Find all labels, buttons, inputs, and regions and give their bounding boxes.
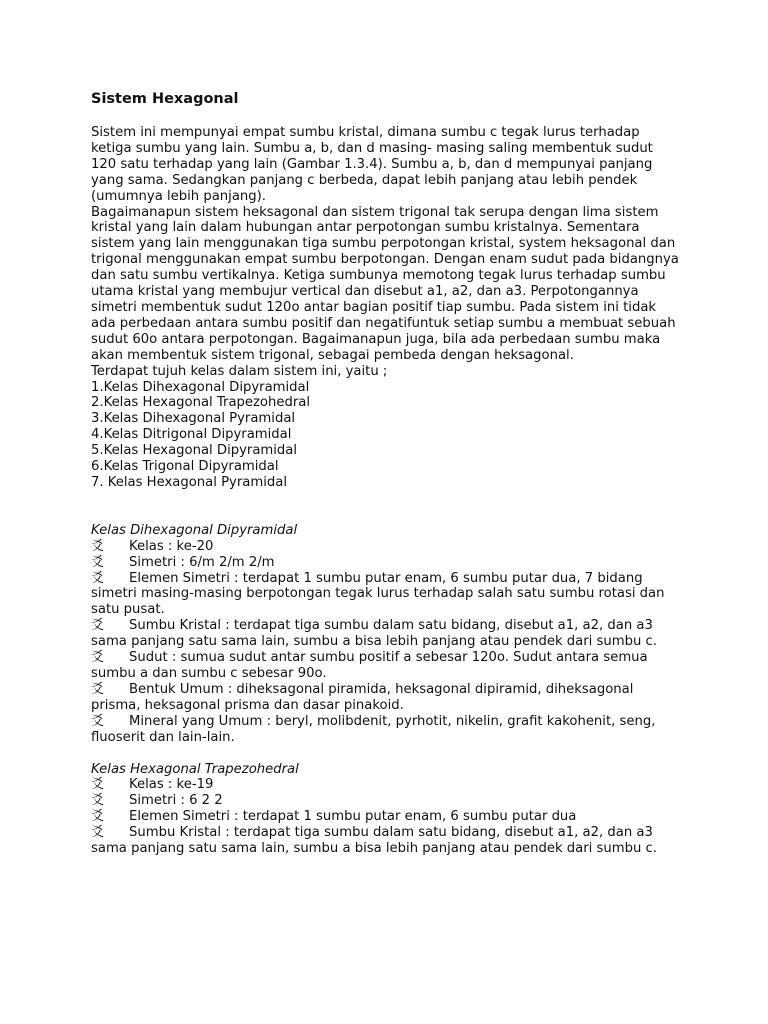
bullet-glyph: ⽘ [91, 777, 105, 793]
section-item-text: Elemen Simetri : terdapat 1 sumbu putar enam, 6 sumbu putar dua, 7 bidang simetri masing-masing berpotongan tegak lurus terhadap salah satu sumbu rotasi dan satu pusat. [91, 570, 665, 618]
section-item [91, 825, 681, 857]
section-item [91, 539, 681, 555]
bullet-glyph: ⽘ [91, 570, 105, 586]
class-list-item: 3.Kelas Dihexagonal Pyramidal [91, 411, 296, 427]
section-item [91, 555, 681, 571]
section-item [91, 793, 681, 809]
section-item [91, 618, 681, 650]
section-dihexagonal-dipyramidal [91, 523, 681, 746]
section-item [91, 650, 681, 682]
section-item-text: Kelas : ke-19 [129, 777, 214, 793]
section-title: Kelas Dihexagonal Dipyramidal [91, 522, 298, 538]
bullet-glyph: ⽘ [91, 713, 105, 729]
bullet-glyph: ⽘ [91, 681, 105, 697]
section-item-text: Elemen Simetri : terdapat 1 sumbu putar enam, 6 sumbu putar dua [129, 809, 577, 825]
bullet-glyph: ⽘ [91, 825, 105, 841]
section-item [91, 809, 681, 825]
intro-paragraph: Sistem ini mempunyai empat sumbu kristal, dimana sumbu c tegak lurus terhadap ketiga sumbu yang lain. Sumbu a, b, dan d masing- masing saling membentuk sudut 120 satu terhadap yang lain (Gambar 1.3.4). Sumbu a, b, dan d mempunyai panjang yang sama. Sedangkan panjang c berbeda, dapat lebih panjang atau lebih pendek (umumnya lebih panjang). [91, 125, 653, 204]
class-list-item: 6.Kelas Trigonal Dipyramidal [91, 459, 279, 475]
document-title: Sistem Hexagonal [91, 91, 239, 107]
section-item-text: Simetri : 6 2 2 [129, 793, 223, 809]
bullet-glyph: ⽘ [91, 538, 105, 554]
section-item [91, 571, 681, 619]
section-item [91, 682, 681, 714]
document-page [91, 88, 681, 857]
class-list-item: 7. Kelas Hexagonal Pyramidal [91, 474, 287, 490]
section-item-text: Bentuk Umum : diheksagonal piramida, heksagonal dipiramid, diheksagonal prisma, heksagonal prisma dan dasar pinakoid. [91, 681, 634, 713]
intro-paragraph: Terdapat tujuh kelas dalam sistem ini, yaitu ; [91, 363, 388, 379]
class-list-item: 2.Kelas Hexagonal Trapezohedral [91, 395, 311, 411]
bullet-glyph: ⽘ [91, 809, 105, 825]
section-title: Kelas Hexagonal Trapezohedral [91, 761, 299, 777]
intro-block [91, 125, 681, 380]
section-item-text: Sumbu Kristal : terdapat tiga sumbu dalam satu bidang, disebut a1, a2, dan a3 sama panjang satu sama lain, sumbu a bisa lebih panjang atau pendek dari sumbu c. [91, 618, 657, 650]
bullet-glyph: ⽘ [91, 793, 105, 809]
section-item [91, 714, 681, 746]
bullet-glyph: ⽘ [91, 554, 105, 570]
class-list [91, 380, 681, 491]
intro-paragraph: Bagaimanapun sistem heksagonal dan sistem trigonal tak serupa dengan lima sistem kristal yang lain dalam hubungan antar perpotongan sumbu kristalnya. Sementara sistem yang lain menggunakan tiga sumbu perpotongan kristal, system heksagonal dan trigonal menggunakan empat sumbu berpotongan. Dengan enam sudut pada bidangnya dan satu sumbu vertikalnya. Ketiga sumbunya memotong tegak lurus terhadap sumbu utama kristal yang membujur vertical dan disebut a1, a2, dan a3. Perpotongannya simetri membentuk sudut 120o antar bagian positif tiap sumbu. Pada sistem ini tidak ada perbedaan antara sumbu positif dan negatifuntuk setiap sumbu a membuat sebuah sudut 60o antara perpotongan. Bagaimanapun juga, bila ada perbedaan sumbu maka akan membentuk sistem trigonal, sebagai pembeda dengan heksagonal. [91, 204, 679, 363]
bullet-glyph: ⽘ [91, 618, 105, 634]
section-item-text: Mineral yang Umum : beryl, molibdenit, pyrhotit, nikelin, grafit kakohenit, seng, fluoserit dan lain-lain. [91, 713, 656, 745]
section-hexagonal-trapezohedral [91, 762, 681, 857]
class-list-item: 1.Kelas Dihexagonal Dipyramidal [91, 379, 310, 395]
section-item-text: Kelas : ke-20 [129, 538, 214, 554]
section-item-text: Simetri : 6/m 2/m 2/m [129, 554, 275, 570]
section-item [91, 777, 681, 793]
class-list-item: 4.Kelas Ditrigonal Dipyramidal [91, 427, 292, 443]
section-item-text: Sumbu Kristal : terdapat tiga sumbu dalam satu bidang, disebut a1, a2, dan a3 sama panjang satu sama lain, sumbu a bisa lebih panjang atau pendek dari sumbu c. [91, 825, 657, 857]
class-list-item: 5.Kelas Hexagonal Dipyramidal [91, 443, 298, 459]
bullet-glyph: ⽘ [91, 650, 105, 666]
section-item-text: Sudut : sumua sudut antar sumbu positif a sebesar 120o. Sudut antara semua sumbu a dan sumbu c sebesar 90o. [91, 650, 648, 681]
